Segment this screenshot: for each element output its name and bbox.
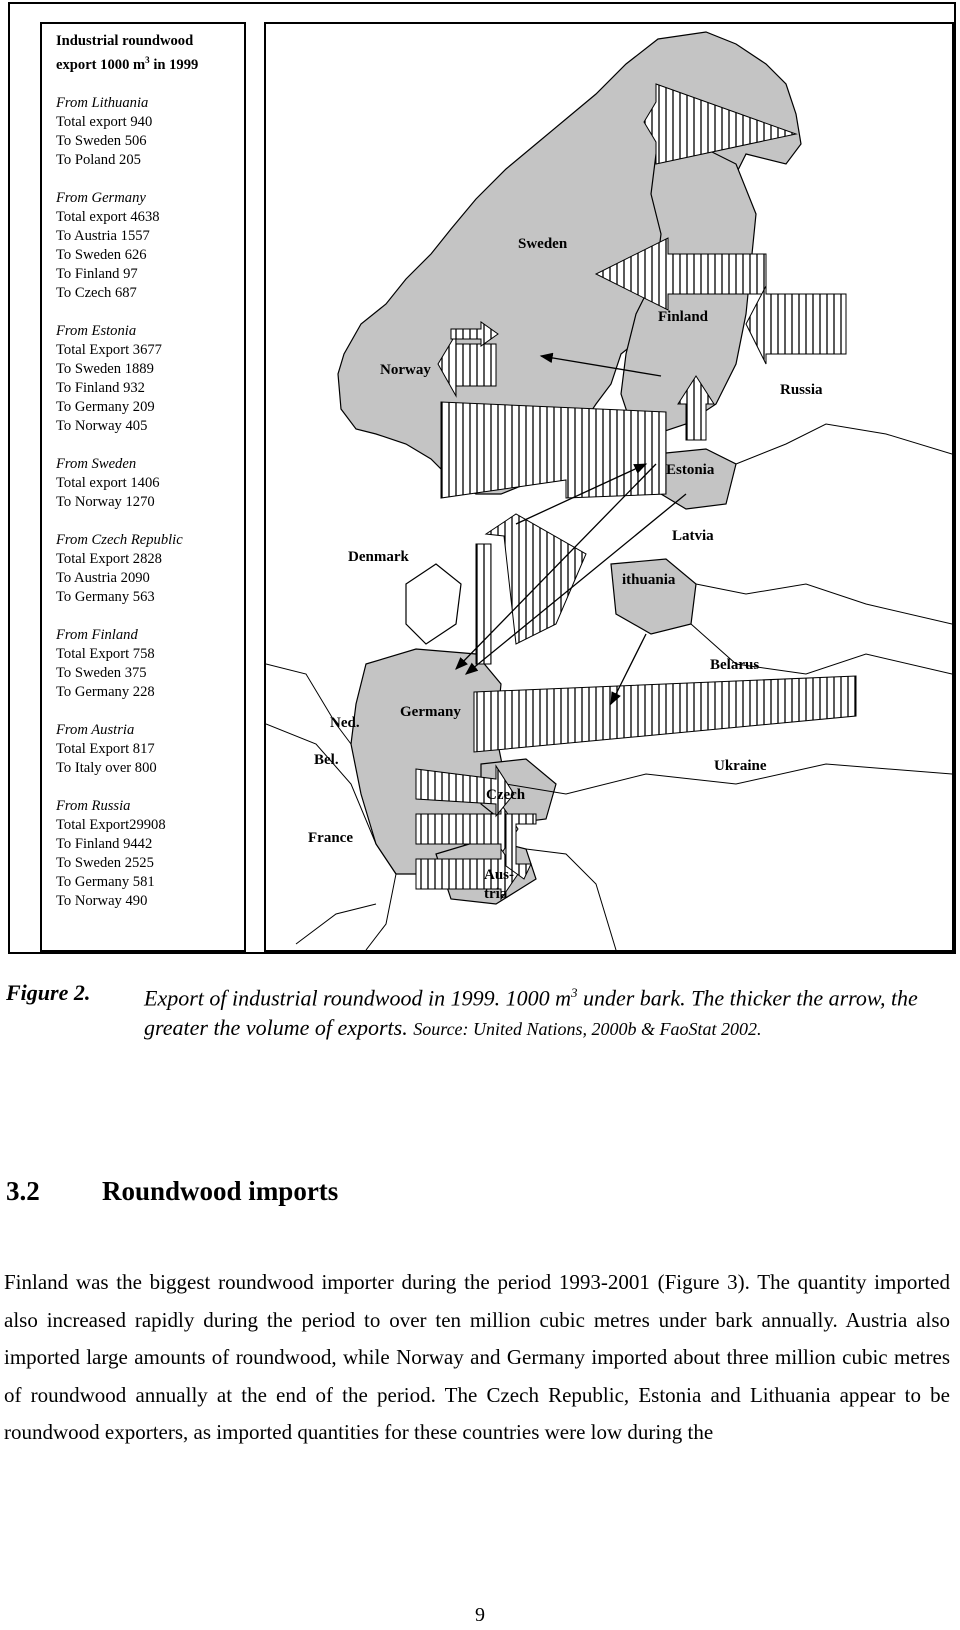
section-number: 3.2: [6, 1176, 40, 1206]
legend-line: To Finland 9442: [56, 835, 153, 852]
label-france: France: [308, 830, 353, 846]
label-estonia: Estonia: [666, 462, 715, 478]
legend-group: [56, 531, 244, 607]
legend-group-origin: From Czech Republic: [56, 531, 183, 548]
section-title: Roundwood imports: [102, 1176, 339, 1206]
legend-group: [56, 322, 244, 436]
legend-line: To Germany 228: [56, 683, 155, 700]
legend-group: [56, 626, 244, 702]
label-belarus: Belarus: [710, 657, 760, 673]
legend-line: To Finland 97: [56, 265, 138, 282]
label-ukraine: Ukraine: [714, 758, 767, 774]
legend-line: To Norway 1270: [56, 493, 155, 510]
section-heading: [6, 1176, 338, 1207]
legend-line: To Sweden 1889: [56, 360, 154, 377]
arrow-estonia-to-sweden: [441, 402, 666, 498]
label-russia: Russia: [780, 382, 823, 398]
map-frame: [264, 22, 954, 952]
label-latvia: Latvia: [672, 528, 714, 544]
label-denmark: Denmark: [348, 549, 409, 565]
legend-box: [40, 22, 246, 952]
legend-line: To Austria 2090: [56, 569, 150, 586]
legend-line: To Finland 932: [56, 379, 145, 396]
label-czech: Czech: [486, 787, 526, 803]
label-sweden: Sweden: [518, 236, 568, 252]
legend-line: To Norway 405: [56, 417, 148, 434]
legend-line: Total Export 758: [56, 645, 155, 662]
legend-group: [56, 721, 244, 778]
label-finland: Finland: [658, 309, 709, 325]
caption-source: Source: United Nations, 2000b & FaoStat 2002.: [413, 1019, 762, 1040]
legend-title: Industrial roundwood export 1000 $m^3$ in 1999: [56, 33, 199, 73]
body-paragraph: Finland was the biggest roundwood importer during the period 1993-2001 (Figure 3). The quantity imported also increased rapidly during the period to over ten million cubic metres under bark annually. Austria also imported large amounts of roundwood, while Norway and Germany imported about three million cubic metres of roundwood annually at the end of the period. The Czech Republic, Estonia and Lithuania appear to be roundwood exporters, as imported quantities for these countries were low during the: [4, 1270, 950, 1444]
legend-line: Total export 940: [56, 113, 153, 130]
label-austria-line2: tria: [484, 886, 508, 902]
legend-groups: [56, 94, 244, 911]
page-number: 9: [475, 1604, 485, 1626]
legend-group-origin: From Sweden: [56, 455, 137, 472]
legend-line: To Sweden 626: [56, 246, 147, 263]
caption-text: Export of industrial roundwood in 1999. 1000 $m^3$ under bark. The thicker the arrow, the greater the volume of exports. Source: United Nations, 2000b & FaoStat 2002.: [144, 985, 918, 1041]
legend-group-origin: From Estonia: [56, 322, 137, 339]
legend-group-origin: From Finland: [56, 626, 138, 643]
label-lithuania: ithuania: [622, 572, 676, 588]
legend-group: [56, 189, 244, 303]
label-germany: Germany: [400, 704, 461, 720]
legend-group: [56, 455, 244, 512]
label-norway: Norway: [380, 362, 431, 378]
legend-line: To Germany 581: [56, 873, 155, 890]
label-belgium: Bel.: [314, 752, 339, 768]
legend-line: To Italy over 800: [56, 759, 157, 776]
denmark-shape: [406, 564, 461, 644]
legend-line: To Poland 205: [56, 151, 141, 168]
figure-label: Figure 2.: [6, 980, 91, 1005]
arrow-lithuania-to-sweden: [486, 514, 586, 644]
legend-group-origin: From Russia: [56, 797, 131, 814]
legend-group-origin: From Germany: [56, 189, 146, 206]
legend-line: To Austria 1557: [56, 227, 150, 244]
legend-line: To Czech 687: [56, 284, 137, 301]
map-svg: [266, 24, 952, 950]
legend-line: To Germany 209: [56, 398, 155, 415]
legend-line: Total Export 2828: [56, 550, 162, 567]
legend-line: Total Export 3677: [56, 341, 162, 358]
estonia-shape: [656, 449, 736, 509]
legend-group-origin: From Austria: [56, 721, 135, 738]
label-netherlands: Ned.: [330, 715, 360, 731]
legend-line: Total Export29908: [56, 816, 166, 833]
arrow-russia-to-germany: [474, 676, 856, 752]
legend-line: To Norway 490: [56, 892, 148, 909]
arrow-russia-to-sweden: [746, 286, 846, 364]
legend-line: Total Export 817: [56, 740, 155, 757]
legend-line: Total export 4638: [56, 208, 160, 225]
label-austria-line1: Aus-: [484, 867, 515, 883]
legend-line: Total export 1406: [56, 474, 160, 491]
legend-group: [56, 797, 244, 911]
legend-line: To Germany 563: [56, 588, 155, 605]
legend-group: [56, 94, 244, 170]
legend-line: To Sweden 375: [56, 664, 147, 681]
legend-line: To Sweden 506: [56, 132, 147, 149]
legend-group-origin: From Lithuania: [56, 94, 149, 111]
lithuania-shape: [611, 559, 696, 634]
legend-line: To Sweden 2525: [56, 854, 154, 871]
